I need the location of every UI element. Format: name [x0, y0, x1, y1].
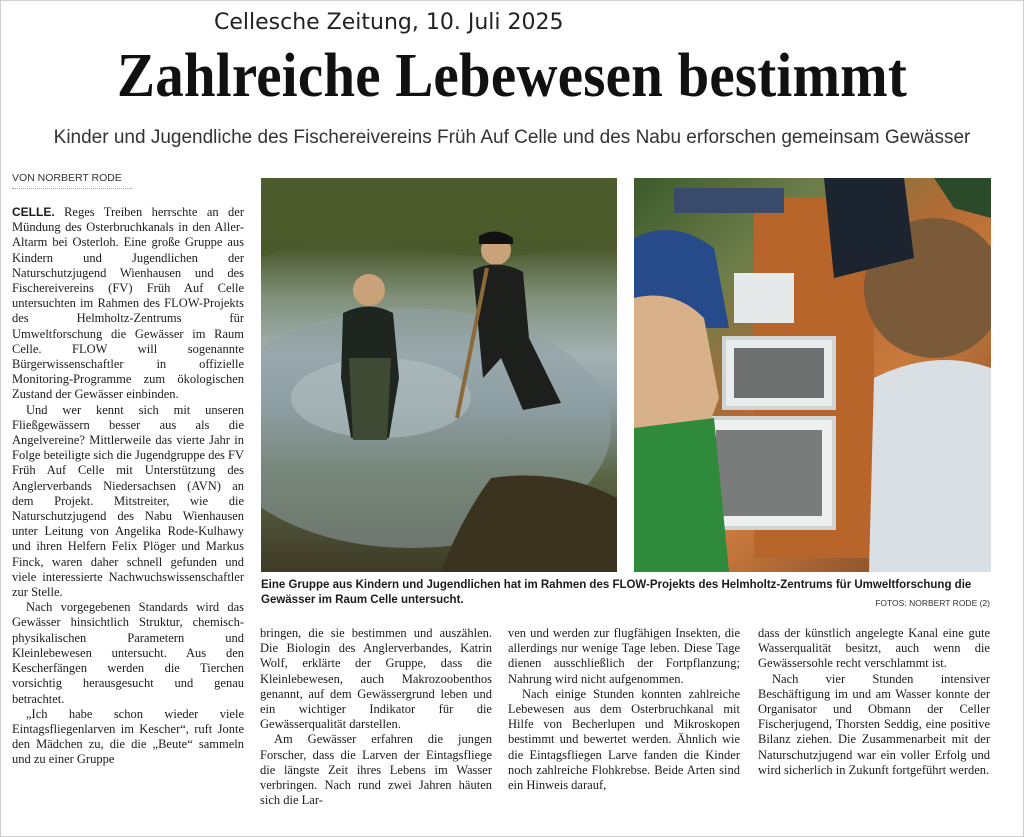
paragraph: ven und werden zur flugfähigen Insekten, die allerdings nur wenige Tage leben. Diese Tage dienen ausschließlich der Fortpflanzung; Nahrung wird nicht aufgenommen.	[508, 626, 740, 686]
article-column-2	[260, 626, 492, 808]
photo-illustration	[634, 178, 991, 572]
photo-credit: FOTOS: NORBERT RODE (2)	[875, 598, 990, 608]
article-column-3	[508, 626, 740, 793]
photo-children-in-water	[261, 178, 617, 572]
paragraph: Nach vorgegebenen Standards wird das Gewässer hinsichtlich Struktur, chemisch-physikalischen Parametern und Kleinlebewesen untersucht. Aus den Kescherfängen werden die Tierchen vorsichtig herausgesucht und genau betrachtet.	[12, 600, 244, 706]
paragraph: bringen, die sie bestimmen und auszählen. Die Biologin des Anglerverbandes, Katrin Wolf, erklärte der Gruppe, dass die Kleinlebewesen, auch Makrozoobenthos genannt, auf dem Gewässergrund leben und ein wichtiger Indikator für die Gewässerqualität darstellen.	[260, 626, 492, 732]
source-line: Cellesche Zeitung, 10. Juli 2025	[214, 10, 564, 35]
paragraph: Am Gewässer erfahren die jungen Forscher, dass die Larven der Eintagsfliege die längste Zeit ihres Lebens im Wasser verbringen. Nach rund zwei Jahren häuten sich die Lar-	[260, 732, 492, 808]
paragraph: „Ich habe schon wieder viele Eintagsfliegenlarven im Kescher“, ruft Jonte den Mädchen zu, die die „Beute“ sammeln und zu einer Gruppe	[12, 706, 244, 767]
photo-children-sorting-samples	[634, 178, 991, 572]
dateline: CELLE.	[12, 205, 55, 219]
photo-illustration	[261, 178, 617, 572]
headline: Zahlreiche Lebewesen bestimmt	[116, 42, 908, 110]
article-column-1	[12, 205, 244, 768]
paragraph	[12, 205, 244, 403]
byline: VON NORBERT RODE	[12, 172, 132, 189]
paragraph: dass der künstlich angelegte Kanal eine gute Wasserqualität besitzt, auch wenn die Gewässersohle recht verschlammt ist.	[758, 626, 990, 671]
subheadline: Kinder und Jugendliche des Fischereivereins Früh Auf Celle und des Nabu erforschen gemeinsam Gewässer	[53, 127, 971, 148]
article-column-4	[758, 626, 990, 778]
paragraph: Nach vier Stunden intensiver Beschäftigung im und am Wasser konnte der Organisator und Obmann der Celler Fischerjugend, Thorsten Seddig, eine positive Bilanz ziehen. Die Zusammenarbeit mit der Naturschutzjugend war ein voller Erfolg und wird sicherlich in Zukunft fortgeführt werden.	[758, 671, 990, 777]
paragraph: Nach einige Stunden konnten zahlreiche Lebewesen aus dem Osterbruchkanal mit Hilfe von Becherlupen und Mikroskopen bestimmt und bewertet werden. Ähnlich wie die Eintagsfliegen Larve fanden die Kinder noch zahlreiche Flohkrebse. Beide Arten sind ein Hinweis darauf,	[508, 686, 740, 793]
photo-caption: Eine Gruppe aus Kindern und Jugendlichen hat im Rahmen des FLOW-Projekts des Helmholtz-Zentrums für Umweltforschung die Gewässer im Raum Celle untersucht.	[261, 579, 972, 606]
paragraph-text: Reges Treiben herrschte an der Mündung des Osterbruchkanals in den Aller-Altarm bei Osterloh. Eine große Gruppe aus Kindern und Jugendlichen der Naturschutzjugend Wienhausen und des Fischereivereins (FV) Früh Auf Celle untersuchten im Rahmen des FLOW-Projekts des Helmholtz-Zentrums für Umweltforschung die Gewässer im Raum Celle. FLOW will sogenannte Bürgerwissenschaftler in offizielle Monitoring-Programme zum ökologischen Zustand der Gewässer einbinden.	[12, 205, 244, 402]
paragraph: Und wer kennt sich mit unseren Fließgewässern besser aus als die Angelvereine? Mittlerweile das vierte Jahr in Folge beteiligte sich die Jugendgruppe des FV Früh Auf Celle mit Unterstützung des Anglerverbands Niedersachsen (AVN) an dem Projekt. Mitstreiter, wie die Naturschutzjugend des Nabu Wienhausen unter Leitung von Angelika Rode-Kulhawy und ihren Helfern Felix Plöger und Markus Finck, waren daher schnell gefunden und viele interessierte Nachwuchswissenschaftler zur Stelle.	[12, 402, 244, 600]
